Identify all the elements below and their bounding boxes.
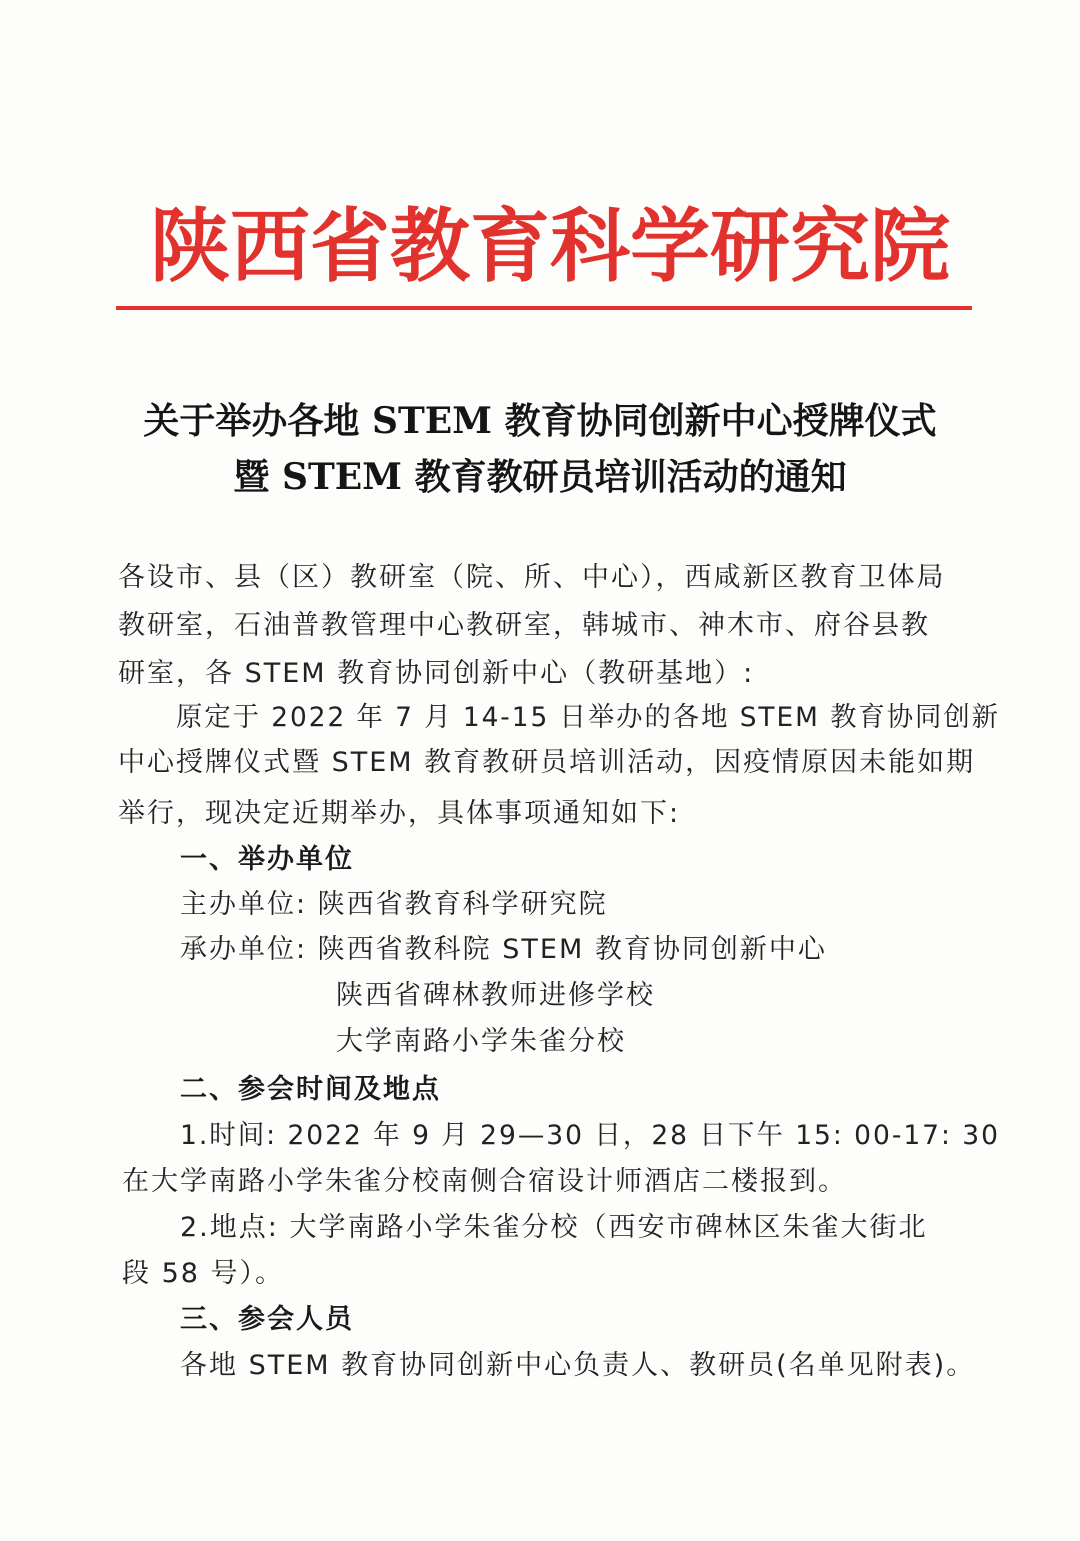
notice-title-line-2: 暨 STEM 教育教研员培训活动的通知 — [233, 456, 847, 498]
place-line-1: 2.地点: 大学南路小学朱雀分校（西安市碑林区朱雀大街北 — [180, 1212, 928, 1243]
notice-title-line-1: 关于举办各地 STEM 教育协同创新中心授牌仪式 — [143, 400, 937, 442]
co-organizer-line-2: 陕西省碑林教师进修学校 — [336, 980, 655, 1011]
section-1-heading: 一、举办单位 — [180, 844, 354, 875]
addressee-line-2: 教研室，石油普教管理中心教研室，韩城市、神木市、府谷县教 — [118, 610, 930, 641]
co-organizer-line-3: 大学南路小学朱雀分校 — [336, 1026, 626, 1057]
co-organizer-line-1: 承办单位: 陕西省教科院 STEM 教育协同创新中心 — [180, 934, 827, 965]
place-line-2: 段 58 号）。 — [122, 1258, 285, 1289]
letterhead-organization: 陕西省教育科学研究院 — [150, 199, 950, 293]
section-3-heading: 三、参会人员 — [180, 1304, 354, 1335]
addressee-line-3: 研室，各 STEM 教育协同创新中心（教研基地）: — [118, 658, 755, 689]
intro-line-2: 中心授牌仪式暨 STEM 教育教研员培训活动，因疫情原因未能如期 — [118, 747, 976, 778]
letterhead-red-rule — [116, 306, 972, 310]
addressee-line-1: 各设市、县（区）教研室（院、所、中心），西咸新区教育卫体局 — [118, 562, 946, 593]
intro-line-1: 原定于 2022 年 7 月 14-15 日举办的各地 STEM 教育协同创新 — [176, 702, 1000, 733]
intro-line-3: 举行，现决定近期举办，具体事项通知如下: — [118, 798, 681, 829]
time-line-1: 1.时间: 2022 年 9 月 29—30 日，28 日下午 15: 00-17: 30 — [180, 1120, 1000, 1151]
organizer-line: 主办单位: 陕西省教育科学研究院 — [180, 889, 608, 920]
time-line-2: 在大学南路小学朱雀分校南侧合宿设计师酒店二楼报到。 — [122, 1166, 847, 1197]
section-2-heading: 二、参会时间及地点 — [180, 1074, 441, 1105]
attendees-line: 各地 STEM 教育协同创新中心负责人、教研员(名单见附表)。 — [180, 1350, 976, 1381]
